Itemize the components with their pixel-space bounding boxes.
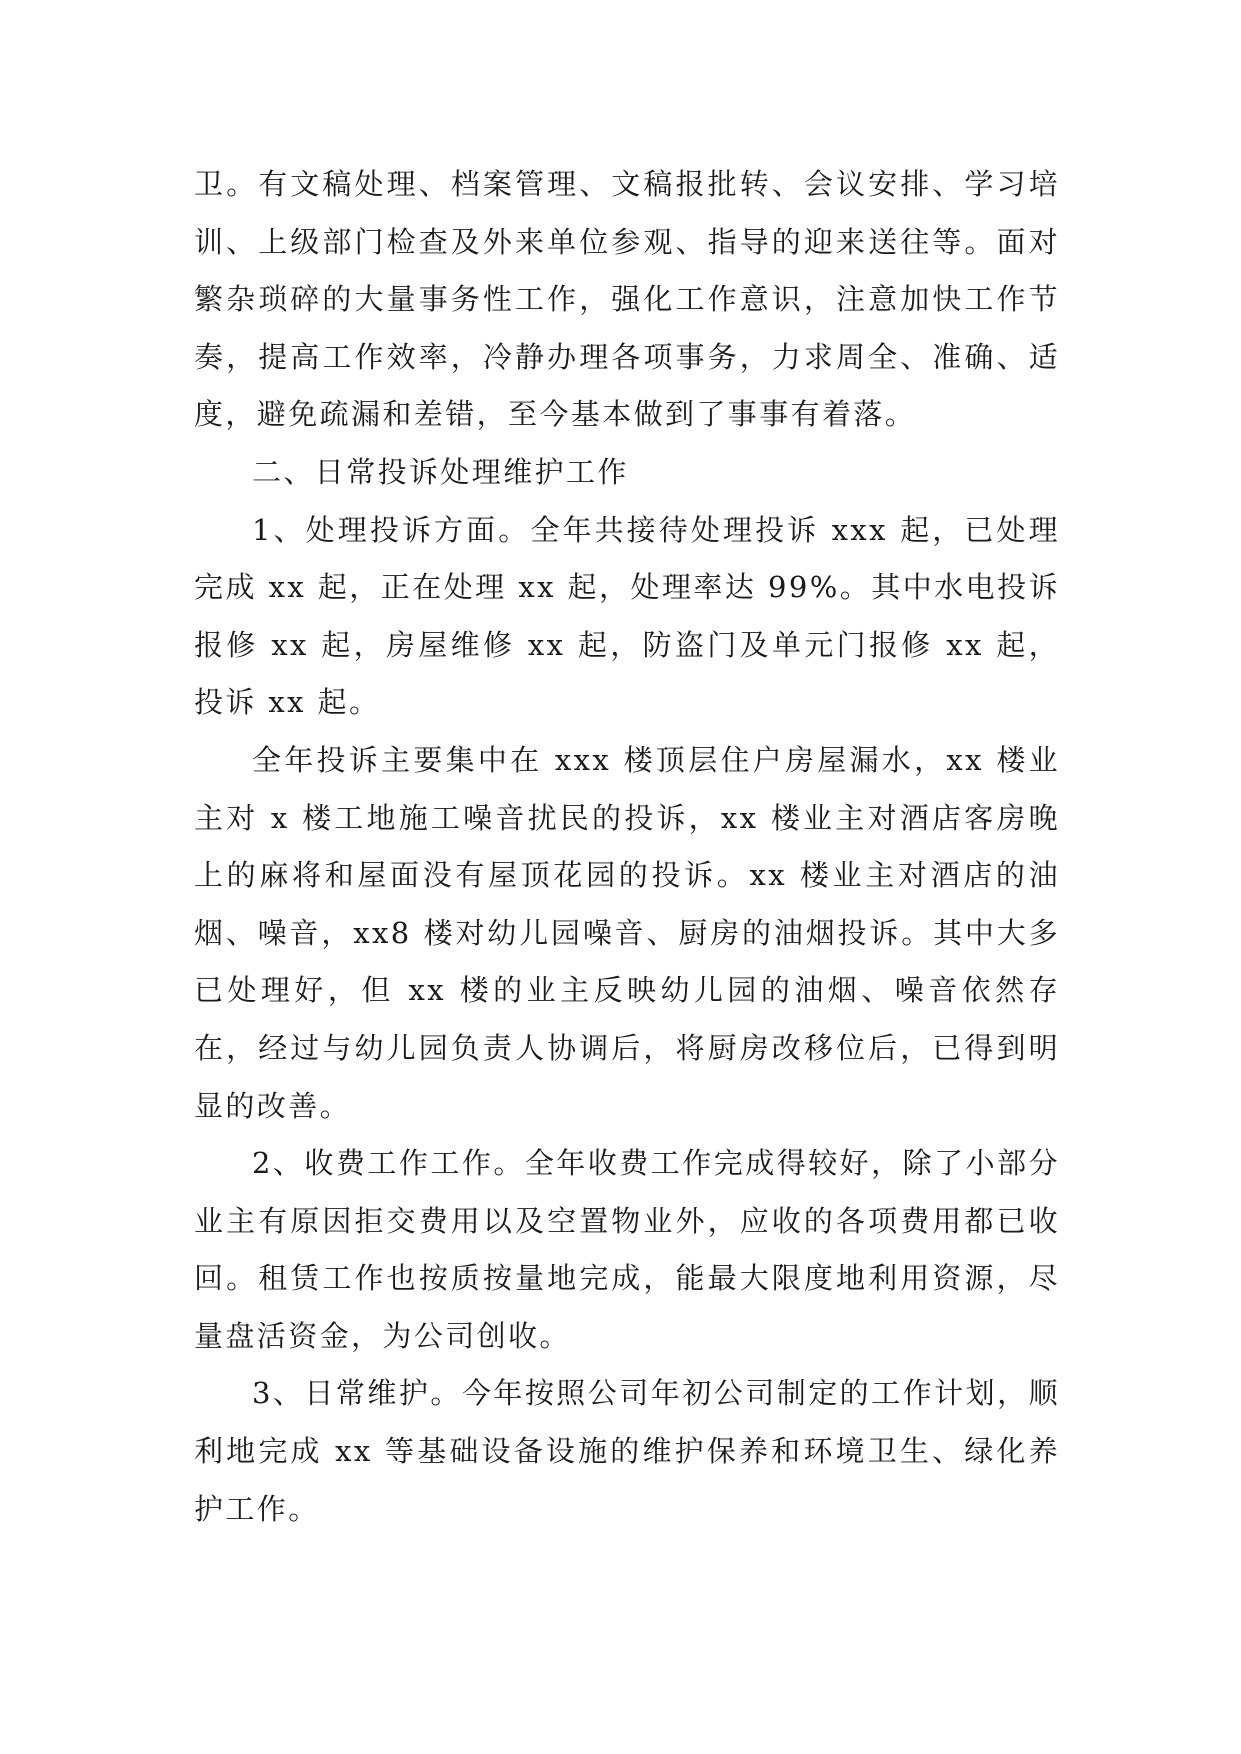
paragraph-complaints: 1、处理投诉方面。全年共接待处理投诉 xxx 起，已处理完成 xx 起，正在处理 xx 起，处理率达 99%。其中水电投诉报修 xx 起，房屋维修 xx 起，防盗门及单元门报修 xx 起，投诉 xx 起。 [194, 512, 1060, 720]
paragraph-continuation: 卫。有文稿处理、档案管理、文稿报批转、会议安排、学习培训、上级部门检查及外来单位参观、指导的迎来送往等。面对繁杂琐碎的大量事务性工作，强化工作意识，注意加快工作节奏，提高工作效率，冷静办理各项事务，力求周全、准确、适度，避免疏漏和差错，至今基本做到了事事有着落。 [194, 167, 1060, 432]
document-body [194, 156, 1060, 1538]
section-heading: 二、日常投诉处理维护工作 [252, 454, 629, 489]
paragraph-fees: 2、收费工作工作。全年收费工作完成得较好，除了小部分业主有原因拒交费用以及空置物业外，应收的各项费用都已收回。租赁工作也按质按量地完成，能最大限度地利用资源，尽量盘活资金，为公司创收。 [194, 1146, 1060, 1353]
paragraph-complaint-details: 全年投诉主要集中在 xxx 楼顶层住户房屋漏水，xx 楼业主对 x 楼工地施工噪音扰民的投诉，xx 楼业主对酒店客房晚上的麻将和屋面没有屋顶花园的投诉。xx 楼业主对酒店的油烟、噪音，xx8 楼对幼儿园噪音、厨房的油烟投诉。其中大多已处理好，但 xx 楼的业主反映幼儿园的油烟、噪音依然存在，经过与幼儿园负责人协调后，将厨房改移位后，已得到明显的改善。 [194, 742, 1060, 1123]
paragraph-maintenance: 3、日常维护。今年按照公司年初公司制定的工作计划，顺利地完成 xx 等基础设备设施的维护保养和环境卫生、绿化养护工作。 [194, 1376, 1060, 1526]
